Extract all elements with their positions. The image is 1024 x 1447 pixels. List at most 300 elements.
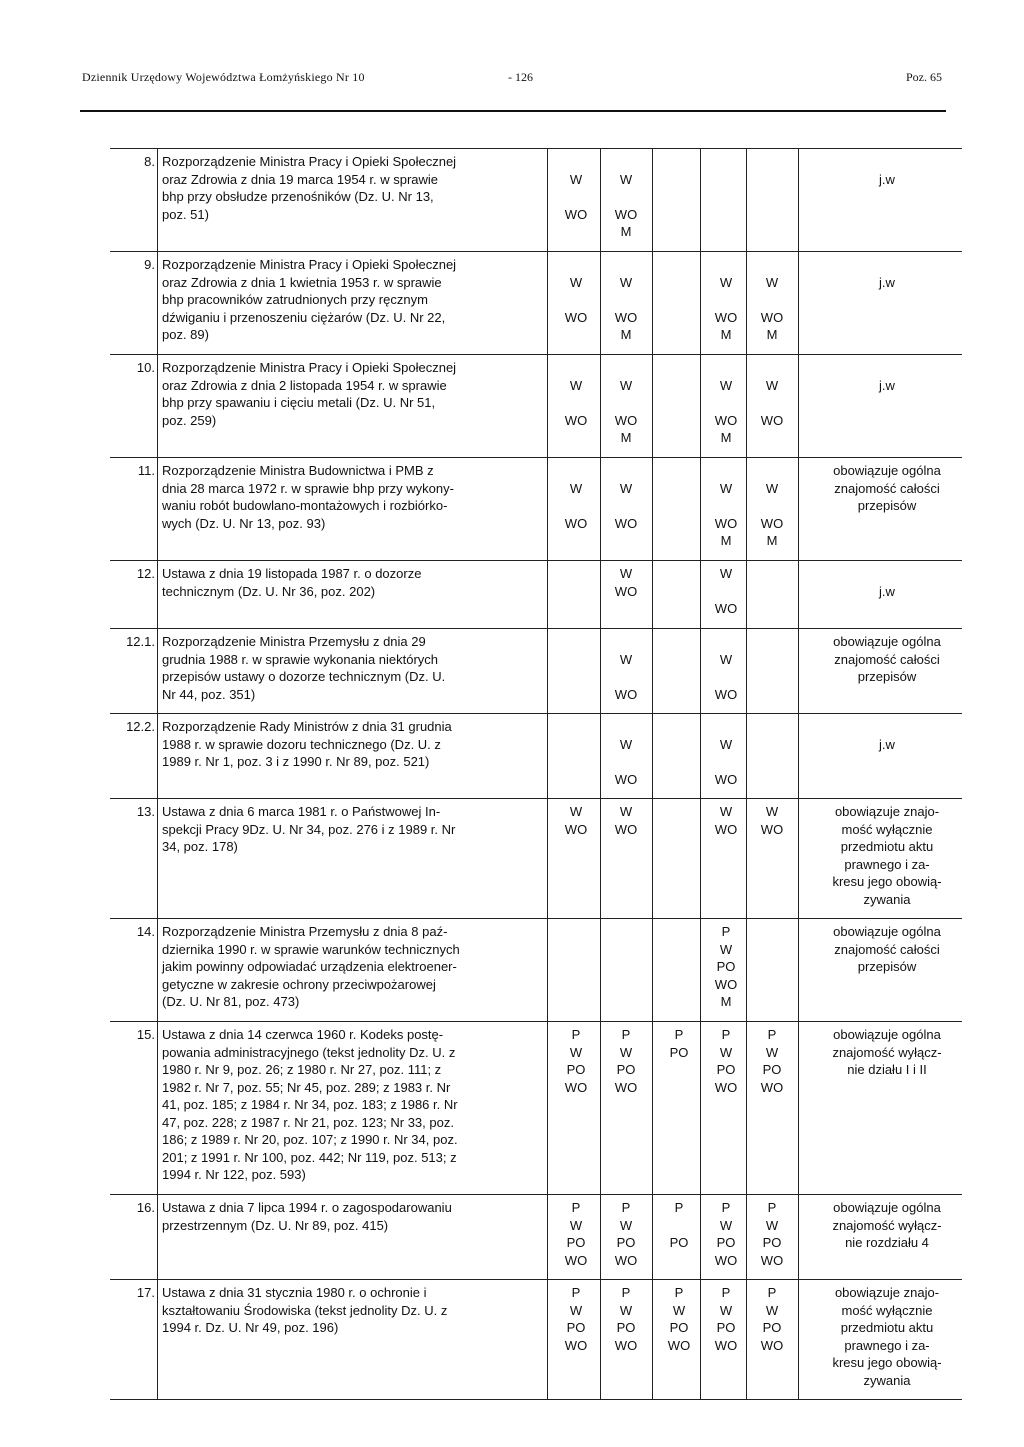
- requirement-code: [552, 153, 600, 171]
- requirement-code: [602, 153, 650, 171]
- row-number: 11.: [137, 463, 155, 478]
- requirement-code: W: [569, 1217, 583, 1233]
- row-number: 10.: [136, 360, 155, 375]
- requirement-cell: [702, 256, 750, 344]
- regulation-title-line: 1989 r. Nr 1, poz. 3 i z 1990 r. Nr 89, poz. 521): [162, 754, 430, 769]
- regulation-title-line: Ustawa z dnia 14 czerwca 1960 r. Kodeks postę-: [162, 1027, 444, 1042]
- scope-note: [802, 803, 972, 908]
- requirement-cell: [602, 1199, 650, 1269]
- regulation-title: [162, 1026, 542, 1184]
- requirement-code: WO: [714, 412, 738, 428]
- requirement-code: W: [719, 651, 733, 667]
- requirement-code: P: [571, 1200, 581, 1215]
- requirement-code: WO: [614, 1252, 638, 1268]
- requirement-code: W: [719, 377, 733, 393]
- scope-note: [802, 1199, 972, 1252]
- regulation-title-line: Ustawa z dnia 19 listopada 1987 r. o dozorze: [162, 566, 422, 581]
- requirement-code: M: [766, 327, 778, 342]
- requirement-code: [748, 256, 796, 274]
- table-row: [110, 1195, 962, 1280]
- requirement-code: [552, 497, 600, 515]
- requirement-code: WO: [564, 412, 588, 428]
- table-row: [110, 148, 962, 252]
- requirement-code: W: [719, 941, 733, 957]
- scope-note-line: przedmiotu aktu: [840, 839, 934, 854]
- requirement-code: W: [619, 1302, 633, 1318]
- requirement-code: PO: [616, 1320, 636, 1335]
- requirement-cell: [552, 803, 600, 838]
- requirement-code: WO: [564, 1079, 588, 1095]
- regulation-title-line: Rozporządzenie Ministra Budownictwa i PMB z: [162, 463, 434, 478]
- requirement-code: W: [619, 736, 633, 752]
- requirement-code: WO: [614, 515, 638, 531]
- requirement-code: [602, 633, 650, 651]
- scope-note: [802, 718, 972, 753]
- requirement-cell: [552, 1199, 600, 1269]
- scope-note-line: obowiązuje ogólna: [833, 634, 941, 649]
- requirement-code: WO: [714, 309, 738, 325]
- requirement-cell: [702, 565, 750, 618]
- requirement-code: WO: [714, 976, 738, 992]
- scope-note: [802, 565, 972, 600]
- requirement-code: WO: [614, 583, 638, 599]
- scope-note-line: znajomość całości: [834, 651, 940, 667]
- requirement-code: P: [621, 1200, 631, 1215]
- regulation-title-line: Rozporządzenie Rady Ministrów z dnia 31 grudnia: [162, 719, 452, 734]
- requirement-code: M: [766, 533, 778, 548]
- scope-note-line: przepisów: [857, 669, 917, 684]
- requirement-code: P: [721, 1027, 731, 1042]
- requirement-cell: [602, 256, 650, 344]
- requirement-code: P: [621, 1027, 631, 1042]
- requirement-code: M: [720, 430, 732, 445]
- requirement-code: W: [619, 480, 633, 496]
- scope-note-line: nie działu I i II: [847, 1062, 927, 1077]
- requirement-code: [702, 394, 750, 412]
- requirement-code: WO: [714, 821, 738, 837]
- regulation-title-line: bhp przy obsłudze przenośników (Dz. U. Nr 13,: [162, 189, 434, 204]
- requirement-cell: [702, 359, 750, 447]
- requirement-cell: [552, 256, 600, 326]
- scope-note-line: nie rozdziału 4: [845, 1235, 929, 1250]
- regulation-title-line: poz. 89): [162, 327, 209, 342]
- requirement-code: W: [619, 651, 633, 667]
- regulation-title-line: 34, poz. 178): [162, 839, 238, 854]
- requirement-code: WO: [760, 309, 784, 325]
- requirement-code: [748, 359, 796, 377]
- scope-note-line: znajomość całości: [834, 941, 940, 957]
- requirement-cell: [748, 803, 796, 838]
- row-number: 13.: [136, 804, 155, 819]
- requirement-code: P: [571, 1027, 581, 1042]
- regulation-title-line: dziernika 1990 r. w sprawie warunków technicznych: [162, 941, 460, 957]
- table-row: [110, 919, 962, 1022]
- requirement-code: W: [719, 566, 733, 581]
- requirement-code: W: [719, 1217, 733, 1233]
- requirement-code: [552, 291, 600, 309]
- regulation-title-line: grudnia 1988 r. w sprawie wykonania niektórych: [162, 651, 439, 667]
- requirement-cell: [655, 1284, 703, 1354]
- regulation-title-line: oraz Zdrowia z dnia 2 listopada 1954 r. w sprawie: [162, 377, 447, 393]
- requirement-code: WO: [760, 515, 784, 531]
- requirement-code: M: [720, 327, 732, 342]
- requirement-cell: [552, 359, 600, 429]
- regulation-title-line: Rozporządzenie Ministra Pracy i Opieki Społecznej: [162, 360, 457, 375]
- scope-note: [802, 1284, 972, 1389]
- requirement-cell: [655, 1026, 703, 1061]
- requirement-cell: [748, 359, 796, 429]
- requirement-code: WO: [714, 515, 738, 531]
- regulation-title: [162, 359, 542, 429]
- scope-note-line: obowiązuje znajo-: [834, 804, 940, 819]
- requirement-code: WO: [760, 1079, 784, 1095]
- requirement-code: W: [719, 736, 733, 752]
- requirement-code: [702, 633, 750, 651]
- scope-note-line: zywania: [863, 1372, 911, 1388]
- scope-note-line: znajomość całości: [834, 480, 940, 496]
- requirement-code: WO: [564, 1252, 588, 1268]
- requirement-code: [602, 718, 650, 736]
- scope-note-line: przepisów: [857, 959, 917, 974]
- requirement-cell: [602, 803, 650, 838]
- requirement-code: W: [719, 804, 733, 819]
- regulation-title-line: przestrzennym (Dz. U. Nr 89, poz. 415): [162, 1217, 389, 1233]
- requirement-cell: [602, 565, 650, 600]
- requirement-cell: [552, 1284, 600, 1354]
- regulation-title-line: Rozporządzenie Ministra Pracy i Opieki Społecznej: [162, 154, 457, 169]
- regulation-title-line: 1994 r. Dz. U. Nr 49, poz. 196): [162, 1320, 339, 1335]
- requirement-code: W: [619, 1044, 633, 1060]
- requirement-cell: [655, 1199, 703, 1252]
- requirement-code: [552, 462, 600, 480]
- requirement-code: WO: [614, 1337, 638, 1353]
- requirement-cell: [748, 256, 796, 344]
- scope-note-line: obowiązuje ogólna: [833, 1027, 941, 1042]
- requirement-cell: [702, 1026, 750, 1096]
- scope-note-line: j.w: [879, 171, 895, 187]
- requirement-cell: [602, 359, 650, 447]
- regulation-title-line: 1988 r. w sprawie dozoru technicznego (Dz. U. z: [162, 736, 441, 752]
- requirement-cell: [702, 462, 750, 550]
- row-number: 9.: [144, 257, 155, 272]
- scope-note: [802, 153, 972, 188]
- regulation-title-line: 1980 r. Nr 9, poz. 26; z 1980 r. Nr 27, poz. 111; z: [162, 1062, 442, 1077]
- scope-note-line: przedmiotu aktu: [840, 1320, 934, 1335]
- regulation-title-line: spekcji Pracy 9Dz. U. Nr 34, poz. 276 i z 1989 r. Nr: [162, 821, 456, 837]
- requirement-code: [702, 497, 750, 515]
- scope-note-line: [802, 256, 972, 274]
- requirement-code: W: [569, 274, 583, 290]
- requirement-code: PO: [716, 959, 736, 974]
- regulation-title-line: poz. 259): [162, 412, 217, 428]
- scope-note-line: j.w: [879, 583, 895, 599]
- requirement-code: PO: [762, 1235, 782, 1250]
- table-row: [110, 1280, 962, 1400]
- requirement-code: W: [719, 1044, 733, 1060]
- regulation-title-line: powania administracyjnego (tekst jednolity Dz. U. z: [162, 1044, 456, 1060]
- page-header: [0, 0, 1024, 100]
- requirement-code: W: [719, 274, 733, 290]
- journal-title: Dziennik Urzędowy Województwa Łomżyńskiego Nr 10: [82, 70, 365, 84]
- requirement-code: [702, 359, 750, 377]
- regulation-title-line: technicznym (Dz. U. Nr 36, poz. 202): [162, 583, 376, 599]
- requirement-code: WO: [614, 309, 638, 325]
- scope-note: [802, 1026, 972, 1079]
- requirement-cell: [702, 633, 750, 703]
- requirement-code: P: [767, 1200, 777, 1215]
- scope-note: [802, 256, 972, 291]
- requirement-code: [602, 753, 650, 771]
- scope-note-line: przepisów: [857, 498, 917, 513]
- scope-note-line: prawnego i za-: [844, 1337, 930, 1353]
- requirement-code: M: [620, 224, 632, 239]
- row-number: 12.1.: [126, 634, 155, 649]
- requirement-cell: [602, 1284, 650, 1354]
- regulation-title: [162, 565, 542, 600]
- requirement-code: [748, 291, 796, 309]
- row-number: 15.: [136, 1027, 155, 1042]
- regulation-title-line: 41, poz. 185; z 1984 r. Nr 34, poz. 183; z 1986 r. Nr: [162, 1097, 458, 1112]
- requirement-code: W: [619, 274, 633, 290]
- regulation-title-line: Ustawa z dnia 6 marca 1981 r. o Państwowej In-: [162, 804, 441, 819]
- requirement-code: W: [569, 1302, 583, 1318]
- requirement-code: WO: [614, 821, 638, 837]
- requirement-cell: [552, 1026, 600, 1096]
- requirement-code: [702, 753, 750, 771]
- regulation-title-line: Ustawa z dnia 31 stycznia 1980 r. o ochronie i: [162, 1285, 427, 1300]
- requirement-code: W: [765, 377, 779, 393]
- row-number: 17.: [136, 1285, 155, 1300]
- requirement-code: M: [720, 994, 732, 1009]
- requirement-code: [602, 359, 650, 377]
- requirement-cell: [702, 923, 750, 1011]
- requirement-code: PO: [669, 1235, 689, 1250]
- requirement-code: WO: [714, 1079, 738, 1095]
- requirement-code: WO: [760, 821, 784, 837]
- requirement-cell: [702, 803, 750, 838]
- requirement-code: WO: [614, 206, 638, 222]
- regulation-title-line: getyczne w zakresie ochrony przeciwpożarowej: [162, 976, 436, 992]
- requirement-code: [748, 462, 796, 480]
- requirement-code: W: [569, 480, 583, 496]
- requirement-code: PO: [716, 1235, 736, 1250]
- requirement-cell: [602, 462, 650, 532]
- requirement-code: P: [767, 1027, 777, 1042]
- requirement-code: PO: [716, 1320, 736, 1335]
- row-number: 14.: [136, 924, 155, 939]
- regulation-title-line: bhp przy spawaniu i cięciu metali (Dz. U. Nr 51,: [162, 395, 436, 410]
- requirement-code: WO: [564, 309, 588, 325]
- requirement-code: W: [569, 171, 583, 187]
- scope-note-line: znajomość wyłącz-: [832, 1217, 942, 1233]
- requirement-code: PO: [716, 1062, 736, 1077]
- requirement-code: WO: [760, 412, 784, 428]
- requirement-code: WO: [564, 821, 588, 837]
- requirement-code: W: [619, 804, 633, 819]
- requirement-code: [702, 291, 750, 309]
- requirement-code: [552, 256, 600, 274]
- requirement-code: W: [765, 804, 779, 819]
- requirement-code: [552, 359, 600, 377]
- regulation-title-line: 1982 r. Nr 7, poz. 55; Nr 45, poz. 289; z 1983 r. Nr: [162, 1079, 451, 1095]
- table-row: [110, 458, 962, 561]
- regulation-title: [162, 153, 542, 223]
- requirement-code: PO: [566, 1320, 586, 1335]
- table-row: [110, 1022, 962, 1195]
- requirement-code: [602, 256, 650, 274]
- requirement-code: W: [569, 1044, 583, 1060]
- requirement-cell: [702, 1199, 750, 1269]
- requirement-code: W: [765, 1044, 779, 1060]
- requirement-code: W: [719, 1302, 733, 1318]
- requirement-code: WO: [564, 206, 588, 222]
- requirement-code: [702, 718, 750, 736]
- requirement-code: W: [569, 377, 583, 393]
- scope-note-line: prawnego i za-: [844, 856, 930, 872]
- regulation-title-line: dźwiganiu i przenoszeniu ciężarów (Dz. U. Nr 22,: [162, 309, 446, 325]
- regulation-title-line: 1994 r. Nr 122, poz. 593): [162, 1167, 306, 1182]
- requirement-code: [602, 462, 650, 480]
- requirement-code: PO: [566, 1235, 586, 1250]
- header-rule: [80, 110, 946, 112]
- scope-note: [802, 359, 972, 394]
- requirement-code: PO: [762, 1062, 782, 1077]
- requirement-cell: [552, 153, 600, 223]
- requirement-code: WO: [714, 1337, 738, 1353]
- regulation-title-line: wych (Dz. U. Nr 13, poz. 93): [162, 515, 326, 531]
- scope-note: [802, 633, 972, 686]
- requirement-cell: [552, 462, 600, 532]
- requirement-code: WO: [760, 1337, 784, 1353]
- scope-note-line: [802, 565, 972, 583]
- requirement-code: M: [620, 430, 632, 445]
- scope-note-line: zywania: [863, 891, 911, 907]
- requirement-code: WO: [614, 771, 638, 787]
- requirement-cell: [702, 718, 750, 788]
- regulation-title-line: Rozporządzenie Ministra Pracy i Opieki Społecznej: [162, 257, 457, 272]
- requirement-code: WO: [614, 1079, 638, 1095]
- requirement-code: W: [619, 171, 633, 187]
- requirement-code: WO: [614, 686, 638, 702]
- table-row: [110, 252, 962, 355]
- regulation-title-line: oraz Zdrowia z dnia 1 kwietnia 1953 r. w sprawie: [162, 274, 442, 290]
- requirement-code: W: [765, 480, 779, 496]
- requirement-code: PO: [616, 1235, 636, 1250]
- regulation-title-line: 186; z 1989 r. Nr 20, poz. 107; z 1990 r. Nr 34, poz.: [162, 1132, 458, 1147]
- requirement-code: W: [619, 566, 633, 581]
- requirement-code: W: [765, 1217, 779, 1233]
- requirement-code: [748, 497, 796, 515]
- regulation-title: [162, 923, 542, 1011]
- requirement-code: PO: [669, 1044, 689, 1060]
- requirement-cell: [748, 1199, 796, 1269]
- requirement-code: W: [765, 1302, 779, 1318]
- requirement-code: P: [674, 1285, 684, 1300]
- scope-note-line: kresu jego obowią-: [832, 1355, 942, 1370]
- regulation-title: [162, 718, 542, 771]
- requirement-code: [602, 394, 650, 412]
- regulation-title-line: waniu robót budowlano-montażowych i rozbiórko-: [162, 498, 448, 513]
- requirement-code: P: [721, 924, 731, 939]
- regulation-title-line: przepisów ustawy o dozorze technicznym (Dz. U.: [162, 669, 446, 684]
- requirement-code: [702, 583, 750, 601]
- scope-note-line: [802, 718, 972, 736]
- requirement-code: [602, 188, 650, 206]
- requirement-cell: [602, 1026, 650, 1096]
- table-row: [110, 355, 962, 458]
- requirement-code: P: [621, 1285, 631, 1300]
- requirement-code: W: [719, 480, 733, 496]
- requirement-code: WO: [714, 601, 738, 616]
- requirement-code: WO: [564, 1337, 588, 1353]
- requirement-code: [748, 394, 796, 412]
- requirement-cell: [748, 1026, 796, 1096]
- requirement-code: PO: [616, 1062, 636, 1077]
- requirement-code: WO: [614, 412, 638, 428]
- table-row: [110, 629, 962, 714]
- requirement-code: [552, 394, 600, 412]
- requirement-code: WO: [667, 1337, 691, 1353]
- requirement-code: [702, 668, 750, 686]
- requirement-code: W: [619, 1217, 633, 1233]
- requirement-code: [552, 188, 600, 206]
- scope-note-line: obowiązuje ogólna: [833, 924, 941, 939]
- regulation-title-line: poz. 51): [162, 206, 209, 222]
- requirement-code: WO: [564, 515, 588, 531]
- regulation-title-line: bhp pracowników zatrudnionych przy ręcznym: [162, 292, 428, 307]
- scope-note-line: [802, 153, 972, 171]
- requirement-code: [602, 668, 650, 686]
- row-number: 8.: [144, 154, 155, 169]
- requirement-cell: [602, 153, 650, 241]
- regulation-title-line: Ustawa z dnia 7 lipca 1994 r. o zagospodarowaniu: [162, 1200, 452, 1215]
- page-number: - 126: [508, 70, 533, 84]
- requirement-code: PO: [566, 1062, 586, 1077]
- requirement-cell: [602, 633, 650, 703]
- requirement-code: P: [721, 1285, 731, 1300]
- regulation-title: [162, 1199, 542, 1234]
- requirement-code: W: [619, 377, 633, 393]
- scope-note-line: mość wyłącznie: [841, 821, 933, 837]
- requirement-code: WO: [760, 1252, 784, 1268]
- row-number: 12.: [136, 566, 155, 581]
- position-number: Poz. 65: [906, 70, 942, 84]
- regulation-title-line: dnia 28 marca 1972 r. w sprawie bhp przy wykony-: [162, 480, 454, 496]
- regulation-title-line: 47, poz. 228; z 1987 r. Nr 21, poz. 123; Nr 33, poz.: [162, 1114, 454, 1130]
- requirement-code: P: [767, 1285, 777, 1300]
- scope-note-line: j.w: [879, 274, 895, 290]
- regulation-title: [162, 1284, 542, 1337]
- requirement-code: W: [765, 274, 779, 290]
- regulation-title-line: Rozporządzenie Ministra Przemysłu z dnia 29: [162, 634, 426, 649]
- regulation-title: [162, 633, 542, 703]
- requirement-code: [702, 462, 750, 480]
- regulations-table: [110, 148, 962, 1400]
- requirement-code: PO: [669, 1320, 689, 1335]
- regulation-title-line: (Dz. U. Nr 81, poz. 473): [162, 994, 300, 1009]
- scope-note-line: j.w: [879, 736, 895, 752]
- scope-note-line: j.w: [879, 377, 895, 393]
- table-row: [110, 799, 962, 919]
- requirement-code: WO: [714, 771, 738, 787]
- table-row: [110, 714, 962, 799]
- requirement-code: [655, 1217, 703, 1235]
- scope-note: [802, 923, 972, 976]
- scope-note-line: znajomość wyłącz-: [832, 1044, 942, 1060]
- regulation-title: [162, 803, 542, 856]
- regulation-title-line: oraz Zdrowia z dnia 19 marca 1954 r. w sprawie: [162, 171, 439, 187]
- scope-note-line: kresu jego obowią-: [832, 874, 942, 889]
